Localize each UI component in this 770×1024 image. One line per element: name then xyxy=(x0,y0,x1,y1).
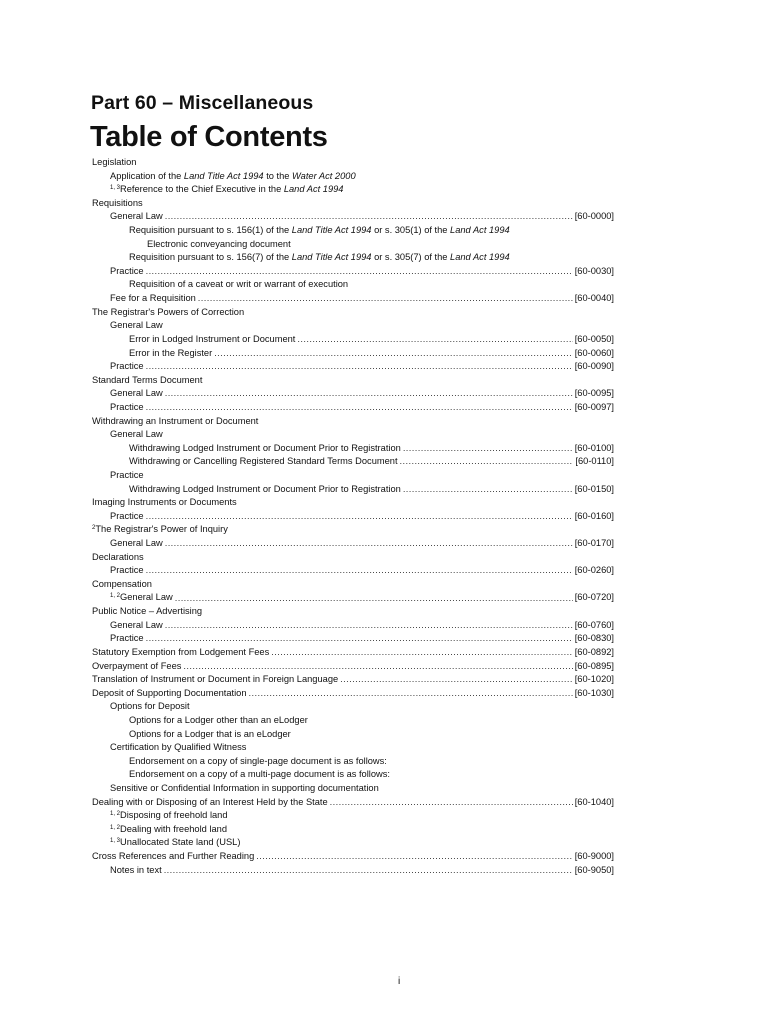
toc-entry[interactable] xyxy=(92,687,614,701)
toc-entry-text xyxy=(92,523,228,537)
section-reference[interactable]: [60-0050] xyxy=(574,333,614,344)
entry-text-segment: Notes in text xyxy=(110,864,162,875)
entry-text-segment: Options for a Lodger that is an eLodger xyxy=(129,728,291,739)
entry-text-segment: Withdrawing or Cancelling Registered Standard Terms Document xyxy=(129,456,398,467)
footnote-marker: 1, 2 xyxy=(110,824,121,831)
toc-entry-text xyxy=(110,469,144,483)
entry-text-segment: Dealing with freehold land xyxy=(120,823,227,834)
toc-entry-text xyxy=(92,605,202,619)
toc-entry[interactable] xyxy=(92,796,614,810)
toc-entry xyxy=(92,469,614,483)
entry-text-segment: Certification by Qualified Witness xyxy=(110,742,247,753)
section-reference[interactable]: [60-0170] xyxy=(574,538,614,549)
section-reference[interactable]: [60-0090] xyxy=(574,361,614,372)
toc-entry xyxy=(92,741,614,755)
toc-entry-text xyxy=(92,156,136,170)
page-number: i xyxy=(398,976,401,987)
part-title: Part 60 – Miscellaneous xyxy=(91,92,314,114)
toc-entry xyxy=(92,374,614,388)
toc-entry-text xyxy=(92,660,181,674)
section-reference[interactable]: [60-0095] xyxy=(574,388,614,399)
toc-entry-text xyxy=(110,428,163,442)
toc-entry xyxy=(92,578,614,592)
toc-entry-text xyxy=(110,537,163,551)
footnote-marker: 2 xyxy=(92,525,96,532)
toc-entry-text xyxy=(110,170,356,184)
toc-entry[interactable] xyxy=(92,401,614,415)
entry-text-segment: Imaging Instruments or Documents xyxy=(92,497,237,508)
toc-entry-text xyxy=(110,836,240,850)
dot-leader xyxy=(403,483,573,497)
toc-entry[interactable] xyxy=(92,333,614,347)
entry-text-segment: Error in the Register xyxy=(129,347,213,358)
dot-leader xyxy=(146,401,573,415)
toc-entry[interactable] xyxy=(92,864,614,878)
toc-entry-text xyxy=(92,374,202,388)
toc-entry-text xyxy=(92,796,328,810)
toc-entry xyxy=(92,714,614,728)
toc-entry-text xyxy=(147,238,291,252)
section-reference[interactable]: [60-0000] xyxy=(574,211,614,222)
toc-entry-text xyxy=(92,850,254,864)
entry-text-segment: Fee for a Requisition xyxy=(110,293,196,304)
dot-leader xyxy=(249,687,573,701)
toc-entry[interactable] xyxy=(92,483,614,497)
entry-text-segment: Public Notice – Advertising xyxy=(92,606,203,617)
toc-entry xyxy=(92,319,614,333)
toc-entry xyxy=(92,700,614,714)
entry-text-segment: Unallocated State land (USL) xyxy=(120,837,241,848)
entry-text-segment: Practice xyxy=(110,510,144,521)
toc-entry-text xyxy=(92,306,244,320)
toc-entry xyxy=(92,183,614,197)
toc-entry-text xyxy=(92,687,247,701)
entry-text-segment: Withdrawing Lodged Instrument or Document Prior to Registration xyxy=(129,483,401,494)
toc-entry-text xyxy=(110,864,162,878)
dot-leader xyxy=(214,347,573,361)
toc-entry xyxy=(92,809,614,823)
toc-entry xyxy=(92,238,614,252)
toc-entry[interactable] xyxy=(92,265,614,279)
toc-entry-text xyxy=(92,646,269,660)
section-reference[interactable]: [60-1020] xyxy=(574,674,614,685)
toc-entry xyxy=(92,836,614,850)
toc-entry xyxy=(92,768,614,782)
toc-entry-text xyxy=(110,809,228,823)
toc-entry-text xyxy=(110,183,343,197)
section-reference[interactable]: [60-0160] xyxy=(574,510,614,521)
entry-text-segment: The Registrar's Power of Inquiry xyxy=(95,524,228,535)
section-reference[interactable]: [60-0110] xyxy=(575,456,614,467)
entry-text-segment: Practice xyxy=(110,470,144,480)
toc-entry xyxy=(92,197,614,211)
toc-entry[interactable] xyxy=(92,387,614,401)
footnote-marker: 1, 2 xyxy=(110,811,121,818)
toc-entry-text xyxy=(129,728,291,742)
toc-entry-text xyxy=(129,714,308,728)
dot-leader xyxy=(198,292,573,306)
entry-text-segment: Statutory Exemption from Lodgement Fees xyxy=(92,646,270,657)
entry-text-segment: General Law xyxy=(110,538,163,549)
toc-entry xyxy=(92,170,614,184)
entry-text-segment: Requisition of a caveat or writ or warrant of execution xyxy=(129,279,349,290)
toc-entry[interactable] xyxy=(92,592,614,606)
toc-entry[interactable] xyxy=(92,850,614,864)
dot-leader xyxy=(297,333,572,347)
section-reference[interactable]: [60-0030] xyxy=(574,265,614,276)
toc-entry xyxy=(92,823,614,837)
toc-entry-text xyxy=(129,455,398,469)
section-reference[interactable]: [60-1040] xyxy=(574,796,614,807)
toc-entry[interactable] xyxy=(92,442,614,456)
toc-entry-text xyxy=(110,564,144,578)
toc-entry[interactable] xyxy=(92,632,614,646)
section-reference[interactable]: [60-0097] xyxy=(574,401,614,412)
toc-entry-text xyxy=(129,278,348,292)
dot-leader xyxy=(165,619,573,633)
toc-entry xyxy=(92,251,614,265)
entry-text-segment: to the xyxy=(263,170,293,181)
entry-text-segment: The Registrar's Powers of Correction xyxy=(92,306,245,317)
act-title: Land Title Act 1994 xyxy=(183,170,264,181)
act-title: Land Act 1994 xyxy=(283,184,344,195)
dot-leader xyxy=(330,796,573,810)
section-reference[interactable]: [60-0830] xyxy=(574,633,614,644)
toc-title: Table of Contents xyxy=(90,121,328,153)
entry-text-segment: Practice xyxy=(110,633,144,644)
toc-entry[interactable] xyxy=(92,619,614,633)
toc-entry-text xyxy=(92,578,152,592)
entry-text-segment: Withdrawing Lodged Instrument or Document Prior to Registration xyxy=(129,442,401,453)
toc-entry-text xyxy=(110,591,173,605)
toc-entry-text xyxy=(92,415,258,429)
entry-text-segment: Dealing with or Disposing of an Interest Held by the State xyxy=(92,796,328,807)
act-title: Land Act 1994 xyxy=(450,225,510,236)
toc-entry-text xyxy=(110,319,163,333)
entry-text-segment: Practice xyxy=(110,361,144,372)
toc-entry-text xyxy=(110,360,144,374)
toc-entry[interactable] xyxy=(92,646,614,660)
act-title: Water Act 2000 xyxy=(292,170,356,181)
toc-entry-text xyxy=(129,347,212,361)
entry-text-segment: Practice xyxy=(110,265,144,276)
entry-text-segment: Deposit of Supporting Documentation xyxy=(92,687,247,698)
entry-text-segment: Disposing of freehold land xyxy=(120,810,228,821)
toc-entry-text xyxy=(110,619,163,633)
toc-entry-text xyxy=(110,265,144,279)
section-reference[interactable]: [60-0060] xyxy=(574,347,614,358)
entry-text-segment: Options for Deposit xyxy=(110,701,190,712)
dot-leader xyxy=(146,564,573,578)
footnote-marker: 1, 3 xyxy=(110,185,121,192)
dot-leader xyxy=(183,660,572,674)
toc-entry xyxy=(92,523,614,537)
act-title: Land Title Act 1994 xyxy=(291,225,372,236)
toc-entry-text xyxy=(129,442,401,456)
dot-leader xyxy=(146,360,573,374)
entry-text-segment: General Law xyxy=(110,320,163,331)
entry-text-segment: Compensation xyxy=(92,578,152,589)
toc-entry[interactable] xyxy=(92,510,614,524)
dot-leader xyxy=(271,646,572,660)
toc-entry-text xyxy=(110,401,144,415)
dot-leader xyxy=(340,673,573,687)
toc-entry-text xyxy=(129,483,401,497)
entry-text-segment: Withdrawing an Instrument or Document xyxy=(92,415,259,426)
entry-text-segment: General Law xyxy=(110,388,163,399)
dot-leader xyxy=(165,537,573,551)
toc-entry-text xyxy=(110,387,163,401)
section-reference[interactable]: [60-1030] xyxy=(574,687,614,698)
toc-entry-text xyxy=(129,755,387,769)
footnote-marker: 1, 2 xyxy=(110,593,121,600)
toc-entry xyxy=(92,782,614,796)
entry-text-segment: Practice xyxy=(110,401,144,412)
entry-text-segment: Options for a Lodger other than an eLodger xyxy=(129,714,308,725)
section-reference[interactable]: [60-0040] xyxy=(574,293,614,304)
act-title: Land Act 1994 xyxy=(450,252,510,263)
toc-entry xyxy=(92,224,614,238)
dot-leader xyxy=(403,442,573,456)
section-reference[interactable]: [60-0892] xyxy=(574,646,614,657)
section-reference[interactable]: [60-0260] xyxy=(574,565,614,576)
toc-entry xyxy=(92,278,614,292)
dot-leader xyxy=(165,387,573,401)
entry-text-segment: General Law xyxy=(110,619,163,630)
toc-entry-text xyxy=(110,741,246,755)
toc-entry[interactable] xyxy=(92,347,614,361)
dot-leader xyxy=(146,632,573,646)
toc-entry[interactable] xyxy=(92,360,614,374)
toc-entry xyxy=(92,415,614,429)
toc-entry xyxy=(92,551,614,565)
act-title: Land Title Act 1994 xyxy=(291,252,372,263)
section-reference[interactable]: [60-0895] xyxy=(574,660,614,671)
entry-text-segment: or s. 305(1) of the xyxy=(371,225,451,236)
entry-text-segment: Requisition pursuant to s. 156(1) of the xyxy=(129,225,292,236)
entry-text-segment: Endorsement on a copy of a multi-page document is as follows: xyxy=(129,769,390,780)
entry-text-segment: Error in Lodged Instrument or Document xyxy=(129,333,296,344)
toc-entry[interactable] xyxy=(92,455,614,469)
toc-entry-text xyxy=(110,823,227,837)
entry-text-segment: Declarations xyxy=(92,551,144,562)
toc-entry-text xyxy=(92,496,237,510)
dot-leader xyxy=(165,210,573,224)
entry-text-segment: Legislation xyxy=(92,156,137,167)
toc-entry-text xyxy=(110,210,163,224)
toc-entry-text xyxy=(92,551,144,565)
section-reference[interactable]: [60-0720] xyxy=(574,592,614,603)
entry-text-segment: Translation of Instrument or Document in Foreign Language xyxy=(92,674,339,685)
entry-text-segment: Endorsement on a copy of single-page document is as follows: xyxy=(129,755,387,766)
toc-entry[interactable] xyxy=(92,292,614,306)
entry-text-segment: General Law xyxy=(120,592,173,603)
toc-entry-text xyxy=(110,510,144,524)
dot-leader xyxy=(400,455,574,469)
section-reference[interactable]: [60-0150] xyxy=(574,483,614,494)
toc-entry xyxy=(92,306,614,320)
dot-leader xyxy=(164,864,573,878)
entry-text-segment: or s. 305(7) of the xyxy=(371,252,451,263)
toc-entry xyxy=(92,496,614,510)
entry-text-segment: Practice xyxy=(110,565,144,576)
toc-entry-text xyxy=(110,632,144,646)
entry-text-segment: Application of the xyxy=(110,170,184,181)
entry-text-segment: Standard Terms Document xyxy=(92,374,203,385)
toc-entry[interactable] xyxy=(92,537,614,551)
entry-text-segment: Reference to the Chief Executive in the xyxy=(120,184,284,195)
entry-text-segment: Overpayment of Fees xyxy=(92,660,182,671)
dot-leader xyxy=(146,510,573,524)
entry-text-segment: Cross References and Further Reading xyxy=(92,851,255,862)
toc-entry[interactable] xyxy=(92,210,614,224)
toc-entry-text xyxy=(129,251,510,265)
entry-text-segment: General Law xyxy=(110,429,163,440)
toc-entry xyxy=(92,755,614,769)
entry-text-segment: General Law xyxy=(110,211,163,222)
toc-entry xyxy=(92,428,614,442)
toc-entry-text xyxy=(129,224,510,238)
dot-leader xyxy=(175,592,573,606)
entry-text-segment: Electronic conveyancing document xyxy=(147,238,291,249)
section-reference[interactable]: [60-0760] xyxy=(574,619,614,630)
dot-leader xyxy=(146,265,573,279)
toc-entry-text xyxy=(129,333,295,347)
toc-entry-text xyxy=(92,673,338,687)
dot-leader xyxy=(256,850,572,864)
table-of-contents xyxy=(92,156,614,877)
toc-entry xyxy=(92,728,614,742)
toc-entry xyxy=(92,605,614,619)
toc-entry-text xyxy=(110,292,196,306)
toc-entry[interactable] xyxy=(92,660,614,674)
entry-text-segment: Sensitive or Confidential Information in supporting documentation xyxy=(110,783,379,794)
toc-entry[interactable] xyxy=(92,564,614,578)
toc-entry-text xyxy=(110,782,379,796)
footnote-marker: 1, 3 xyxy=(110,838,121,845)
toc-entry[interactable] xyxy=(92,673,614,687)
toc-entry-text xyxy=(129,768,390,782)
toc-entry-text xyxy=(92,197,143,211)
section-reference[interactable]: [60-0100] xyxy=(574,442,614,453)
toc-entry xyxy=(92,156,614,170)
toc-entry-text xyxy=(110,700,190,714)
entry-text-segment: Requisitions xyxy=(92,197,143,208)
section-reference[interactable]: [60-9050] xyxy=(574,864,614,875)
section-reference[interactable]: [60-9000] xyxy=(574,851,614,862)
entry-text-segment: Requisition pursuant to s. 156(7) of the xyxy=(129,252,292,263)
